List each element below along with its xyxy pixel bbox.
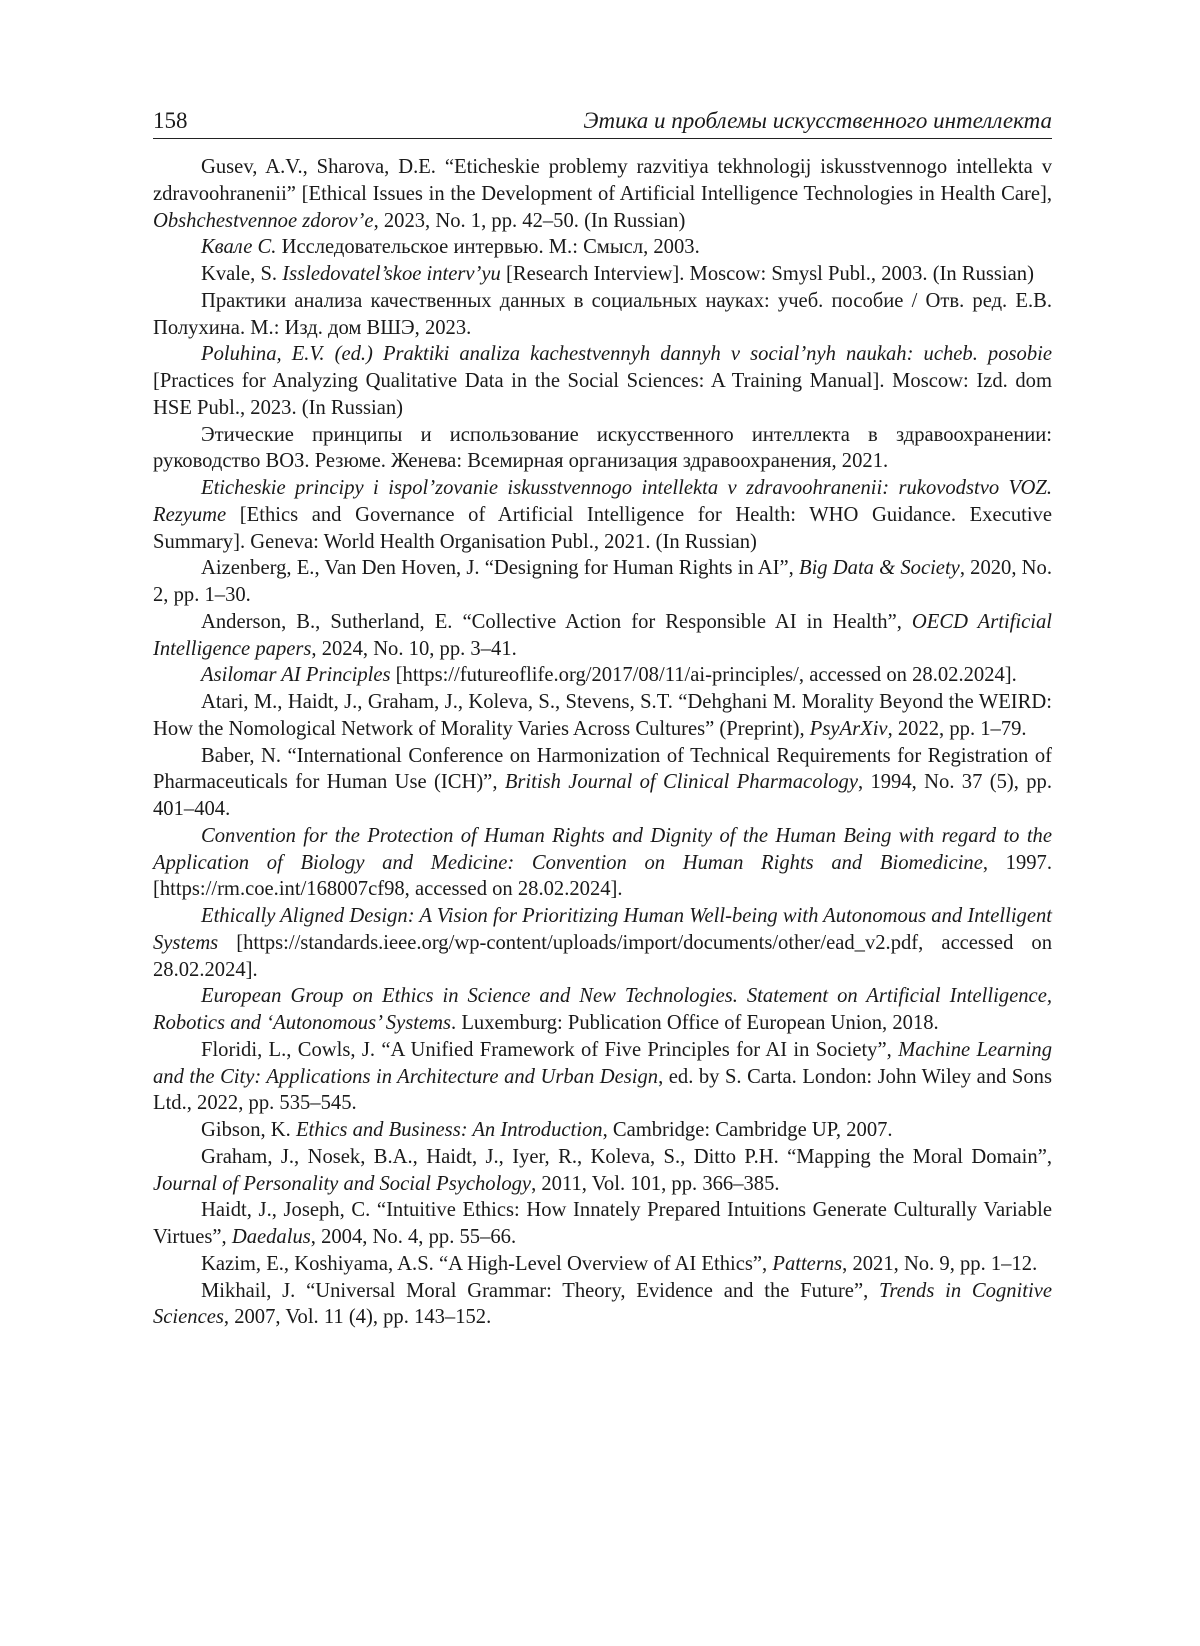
reference-italic-segment: Asilomar AI Principles: [201, 664, 391, 687]
reference-text-segment: , 2011, Vol. 101, pp. 366–385.: [531, 1172, 780, 1195]
reference-italic-segment: Trends in Cognitive Sciences: [153, 1279, 1052, 1329]
reference-text-segment: [https://futureoflife.org/2017/08/11/ai-principles/, accessed on 28.02.2024].: [390, 664, 1017, 687]
reference-entry: [153, 1117, 1052, 1144]
reference-italic-segment: OECD Artificial Intelligence papers: [153, 610, 1052, 660]
reference-text-segment: Этические принципы и использование искусственного интеллекта в здравоохранении: руководство ВОЗ. Резюме. Женева: Всемирная организация здравоохранения, 2021.: [153, 423, 1052, 473]
reference-text-segment: Kazim, E., Koshiyama, A.S. “A High-Level Overview of AI Ethics”,: [201, 1252, 773, 1275]
reference-italic-segment: Eticheskie principy i ispol’zovanie iskusstvennogo intellekta v zdravoohranenii: rukovodstvo VOZ. Rezyume: [153, 477, 1052, 526]
reference-text-segment: [Ethics and Governance of Artificial Intelligence for Health: WHO Guidance. Executive Summary]. Geneva: World Health Organisation Publ., 2021. (In Russian): [153, 503, 1052, 553]
reference-entry: [153, 1251, 1052, 1278]
reference-text-segment: , 2004, No. 4, pp. 55–66.: [310, 1226, 517, 1248]
reference-italic-segment: Ethics and Business: An Introduction: [295, 1119, 603, 1141]
reference-list: [153, 154, 1052, 1331]
page-header: [153, 104, 1052, 139]
reference-italic-segment: Obshchestvennoe zdorov’e: [153, 209, 374, 232]
reference-italic-segment: Big Data & Society: [798, 557, 960, 580]
reference-italic-segment: Journal of Personality and Social Psychology: [153, 1172, 532, 1195]
reference-entry: [153, 341, 1052, 421]
reference-entry: [153, 288, 1052, 342]
reference-text-segment: [https://standards.ieee.org/wp-content/uploads/import/documents/other/ead_v2.pdf, accessed on 28.02.2024].: [153, 931, 1052, 981]
reference-italic-segment: Patterns: [772, 1252, 843, 1275]
reference-italic-segment: Daedalus: [231, 1226, 311, 1248]
reference-entry: [153, 1197, 1052, 1251]
reference-text-segment: . Luxemburg: Publication Office of European Union, 2018.: [451, 1012, 939, 1034]
reference-text-segment: [Research Interview]. Moscow: Smysl Publ., 2003. (In Russian): [500, 263, 1034, 285]
reference-entry: [153, 475, 1052, 555]
reference-text-segment: Floridi, L., Cowls, J. “A Unified Framework of Five Principles for AI in Society”,: [201, 1038, 899, 1061]
reference-entry: [153, 823, 1052, 903]
reference-italic-segment: Convention for the Protection of Human Rights and Dignity of the Human Being with regard to the Application of Biology and Medicine: Convention on Human Rights and Biomedicine: [153, 824, 1052, 874]
reference-italic-segment: Issledovatel’skoe interv’yu: [282, 263, 501, 285]
reference-text-segment: Gusev, A.V., Sharova, D.E. “Eticheskie problemy razvitiya tekhnologij iskusstvennogo intellekta v zdravoohranenii” [Ethical Issues in the Development of Artificial Intelligence Technologies in Health Care],: [153, 156, 1052, 205]
reference-italic-segment: Квале С.: [201, 236, 277, 259]
reference-text-segment: Baber, N. “International Conference on Harmonization of Technical Requirements for Registration of Pharmaceuticals for Human Use (ICH)”,: [153, 744, 1052, 794]
reference-text-segment: Gibson, K.: [201, 1119, 296, 1141]
reference-text-segment: Graham, J., Nosek, B.A., Haidt, J., Iyer, R., Koleva, S., Ditto P.H. “Mapping the Moral Domain”,: [201, 1145, 1052, 1168]
reference-text-segment: Практики анализа качественных данных в социальных науках: учеб. пособие / Отв. ред. Е.В. Полухина. М.: Изд. дом ВШЭ, 2023.: [153, 289, 1052, 339]
reference-text-segment: , 2021, No. 9, pp. 1–12.: [842, 1252, 1038, 1275]
reference-entry: [153, 903, 1052, 983]
reference-text-segment: , 2023, No. 1, pp. 42–50. (In Russian): [373, 209, 686, 232]
reference-italic-segment: Machine Learning and the City: Applications in Architecture and Urban Design: [153, 1038, 1052, 1088]
reference-text-segment: Исследовательское интервью. М.: Смысл, 2003.: [276, 236, 700, 259]
reference-text-segment: , ed. by S. Carta. London: John Wiley and Sons Ltd., 2022, pp. 535–545.: [153, 1065, 1052, 1115]
reference-text-segment: , 2024, No. 10, pp. 3–41.: [311, 637, 517, 660]
reference-entry: [153, 1278, 1052, 1332]
running-title: Этика и проблемы искусственного интеллекта: [583, 108, 1052, 133]
reference-entry: [153, 1037, 1052, 1117]
reference-text-segment: , Cambridge: Cambridge UP, 2007.: [602, 1119, 893, 1141]
reference-entry: [153, 555, 1052, 609]
reference-italic-segment: Poluhina, E.V. (ed.) Praktiki analiza kachestvennyh dannyh v social’nyh naukah: ucheb. posobie: [201, 343, 1052, 366]
reference-entry: [153, 983, 1052, 1037]
page-number: 158: [153, 108, 188, 133]
reference-text-segment: , 1994, No. 37 (5), pp. 401–404.: [153, 771, 1052, 820]
reference-text-segment: , 2007, Vol. 11 (4), pp. 143–152.: [223, 1306, 492, 1329]
reference-entry: [153, 154, 1052, 234]
reference-entry: [153, 261, 1052, 288]
reference-text-segment: Haidt, J., Joseph, C. “Intuitive Ethics: How Innately Prepared Intuitions Generate Culturally Variable Virtues”,: [153, 1199, 1052, 1248]
reference-text-segment: Mikhail, J. “Universal Moral Grammar: Theory, Evidence and the Future”,: [201, 1279, 880, 1302]
reference-entry: [153, 1144, 1052, 1198]
reference-text-segment: Atari, M., Haidt, J., Graham, J., Koleva, S., Stevens, S.T. “Dehghani M. Morality Beyond the WEIRD: How the Nomological Network of Morality Varies Across Cultures” (Preprint),: [153, 691, 1052, 740]
reference-entry: [153, 662, 1052, 689]
reference-italic-segment: PsyArXiv: [809, 717, 888, 740]
reference-italic-segment: British Journal of Clinical Pharmacology: [504, 771, 858, 794]
reference-italic-segment: Ethically Aligned Design: A Vision for Prioritizing Human Well-being with Autonomous and Intelligent Systems: [153, 905, 1052, 954]
reference-text-segment: , 2022, pp. 1–79.: [887, 717, 1027, 740]
reference-text-segment: Kvale, S.: [201, 263, 283, 285]
reference-text-segment: Anderson, B., Sutherland, E. “Collective Action for Responsible AI in Health”,: [201, 610, 912, 633]
reference-text-segment: , 1997. [https://rm.coe.int/168007cf98, accessed on 28.02.2024].: [153, 851, 1052, 901]
reference-text-segment: [Practices for Analyzing Qualitative Data in the Social Sciences: A Training Manual]. Moscow: Izd. dom HSE Publ., 2023. (In Russian): [153, 370, 1052, 419]
reference-italic-segment: European Group on Ethics in Science and New Technologies. Statement on Artificial Intelligence, Robotics and ‘Autonomous’ Systems: [153, 985, 1052, 1034]
reference-entry: [153, 609, 1052, 663]
reference-entry: [153, 422, 1052, 476]
reference-text-segment: Aizenberg, E., Van Den Hoven, J. “Designing for Human Rights in AI”,: [201, 557, 799, 580]
reference-entry: [153, 689, 1052, 743]
reference-entry: [153, 743, 1052, 823]
reference-entry: [153, 234, 1052, 261]
reference-text-segment: , 2020, No. 2, pp. 1–30.: [153, 557, 1052, 606]
